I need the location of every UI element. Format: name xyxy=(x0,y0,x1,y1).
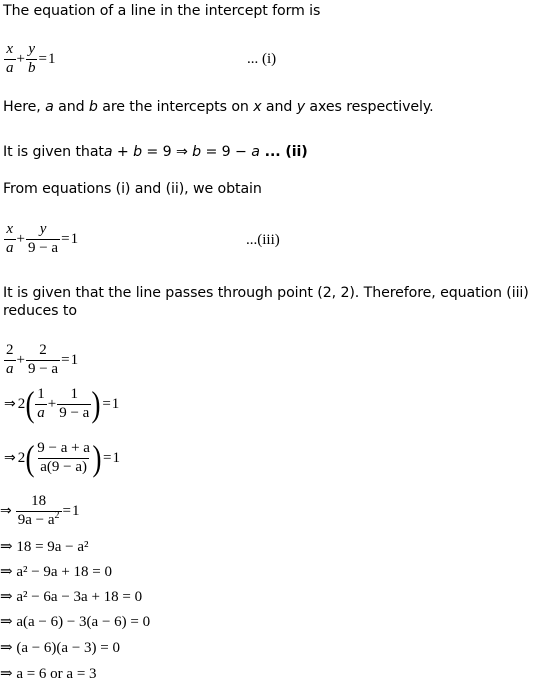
denominator-9-minus-a: 9 − a xyxy=(27,360,59,377)
from-equations-text: From equations (i) and (ii), we obtain xyxy=(3,181,262,197)
numerator-y: y xyxy=(28,41,36,57)
fraction-x-over-a xyxy=(4,222,16,257)
rhs-one: 1 xyxy=(112,449,120,466)
numerator-2: 2 xyxy=(39,342,47,358)
fraction-18-over-9a-minus-a2: $\frac{18}{9a - a^2}$ xyxy=(17,493,60,528)
var-y: y xyxy=(296,99,306,115)
equation-i xyxy=(4,42,55,77)
rhs-one: 1 xyxy=(47,50,56,67)
plus-sign: + xyxy=(16,230,25,247)
right-paren: ) xyxy=(92,438,102,478)
equals-sign: = xyxy=(61,230,70,247)
given-equals-2: = 9 − xyxy=(201,144,252,160)
step-3: ⇒ a² − 6a − 3a + 18 = 0 xyxy=(0,589,143,605)
numerator-x: x xyxy=(6,221,14,237)
implies-arrow: ⇒ xyxy=(4,396,16,412)
equation-iii xyxy=(4,222,78,257)
equals-sign: = xyxy=(61,351,70,368)
plus-sign: + xyxy=(16,50,25,67)
implies-arrow: ⇒ xyxy=(0,503,12,520)
here-end: axes respectively. xyxy=(305,99,434,115)
fraction-2-over-9-minus-a xyxy=(26,343,60,378)
rhs-one: 1 xyxy=(111,395,120,412)
fraction-y-over-9-minus-a xyxy=(26,222,60,257)
var-a: a xyxy=(45,99,54,115)
fraction-x-over-a xyxy=(4,42,16,77)
denominator-9a-minus-a: 9a − a xyxy=(17,511,55,528)
numerator-18: 18 xyxy=(31,493,47,509)
factored-equation xyxy=(4,386,119,422)
given-equals: = 9 ⇒ xyxy=(142,144,193,160)
given-var-b-2: b xyxy=(192,144,202,160)
fraction-1-over-9-minus-a xyxy=(57,387,91,422)
denominator-b: b xyxy=(27,59,36,76)
step-1: ⇒ 18 = 9a − a² xyxy=(0,539,89,555)
plus-sign: + xyxy=(47,395,57,412)
equals-sign: = xyxy=(38,50,47,67)
left-paren: ( xyxy=(25,384,35,424)
plus-sign: + xyxy=(16,351,25,368)
var-b: b xyxy=(88,99,98,115)
denominator-9-minus-a: 9 − a xyxy=(27,239,59,256)
numerator-2: 2 xyxy=(6,342,14,358)
equals-sign: = xyxy=(102,395,111,412)
here-mid: are the intercepts on xyxy=(97,99,254,115)
rhs-one: 1 xyxy=(70,351,79,368)
given-var-b: b xyxy=(133,144,143,160)
implies-arrow: ⇒ xyxy=(4,450,16,466)
reduces-text: reduces to xyxy=(3,303,77,319)
intro-text: The equation of a line in the intercept form is xyxy=(3,3,321,19)
coefficient-2: 2 xyxy=(17,395,26,412)
here-and-2: and xyxy=(261,99,297,115)
fraction-1-over-a xyxy=(35,387,47,422)
passes-text: It is given that the line passes through point (2, 2). Therefore, equation (iii) xyxy=(3,285,529,301)
fraction-combined xyxy=(35,441,92,476)
fraction-2-over-a xyxy=(4,343,16,378)
denominator-a: a xyxy=(6,360,14,377)
numerator-y: y xyxy=(39,221,47,237)
step-4: ⇒ a(a − 6) − 3(a − 6) = 0 xyxy=(0,614,151,630)
right-paren: ) xyxy=(91,384,101,424)
numerator-x: x xyxy=(6,41,14,57)
fraction-y-over-b xyxy=(26,42,38,77)
substituted-equation xyxy=(4,343,78,378)
denominator-a: a xyxy=(37,404,45,421)
coefficient-2: 2 xyxy=(17,449,26,466)
step-6: ⇒ a = 6 or a = 3 xyxy=(0,666,97,682)
numerator-1: 1 xyxy=(37,385,45,402)
equation-iii-tag: ...(iii) xyxy=(246,232,280,248)
given-prefix: It is given that xyxy=(3,144,104,160)
given-var-a-2: a xyxy=(251,144,260,160)
simplified-equation xyxy=(0,494,79,529)
rhs-one: 1 xyxy=(71,502,80,519)
given-text xyxy=(3,143,308,161)
numerator-9-minus-a-plus-a: 9 − a + a xyxy=(37,439,90,456)
equals-sign: = xyxy=(102,449,112,466)
denominator-a: a xyxy=(6,59,14,76)
denominator-9-minus-a: 9 − a xyxy=(59,404,90,421)
numerator-1: 1 xyxy=(70,385,79,402)
given-plus: + xyxy=(112,144,134,160)
denominator-a: a xyxy=(6,239,14,256)
given-tag: ... (ii) xyxy=(259,144,308,160)
denominator-a-9-minus-a: a(9 − a) xyxy=(40,458,87,475)
combined-equation xyxy=(4,440,120,476)
given-var-a: a xyxy=(103,144,113,160)
var-x: x xyxy=(253,99,262,115)
equation-i-tag: ... (i) xyxy=(247,51,277,67)
here-prefix: Here, xyxy=(3,99,46,115)
step-5: ⇒ (a − 6)(a − 3) = 0 xyxy=(0,640,120,656)
equals-sign: = xyxy=(62,502,71,519)
left-paren: ( xyxy=(25,438,35,478)
here-and: and xyxy=(53,99,89,115)
intercepts-text xyxy=(3,98,434,116)
rhs-one: 1 xyxy=(70,230,79,247)
step-2: ⇒ a² − 9a + 18 = 0 xyxy=(0,564,113,580)
